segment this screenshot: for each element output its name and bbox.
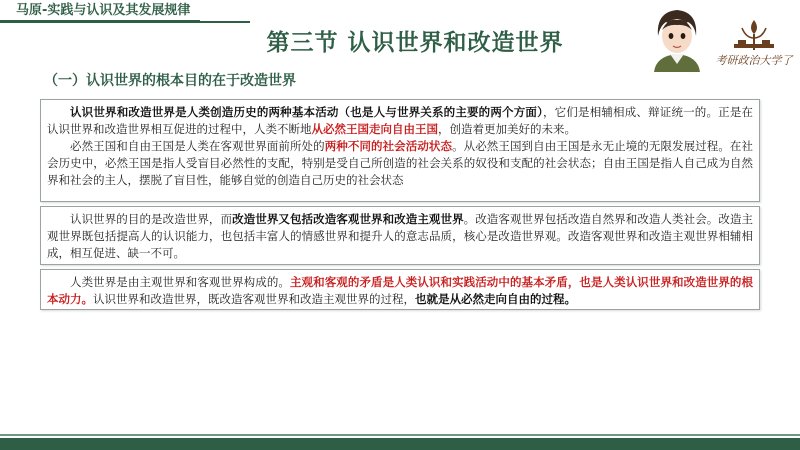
page-title: 第三节 认识世界和改造世界: [266, 30, 564, 56]
content-box-2: [40, 206, 760, 265]
paragraph: [47, 211, 753, 262]
avatar: [648, 6, 706, 72]
text: 必然王国和自由王国是人类在客观世界面前所处的: [70, 139, 325, 153]
text: 认识世界和改造世界，既改造客观世界和改造主观世界的过程，: [93, 292, 415, 306]
highlight-text: 主观和客观的矛盾是人类认识和实践活动中的基本矛盾，也是人类认识世界和改造世界的根本动力。: [47, 275, 754, 306]
header-divider: [0, 21, 250, 23]
content-box-1: [40, 99, 760, 202]
bold-text: 也就是从必然走向自由的过程。: [415, 292, 576, 306]
paragraph: [47, 138, 753, 189]
footer-bar: [0, 438, 800, 450]
bold-text: 改造世界又包括改造客观世界和改造主观世界: [232, 212, 464, 226]
highlight-text: 两种不同的社会活动状态: [324, 139, 453, 153]
content-box-3: [40, 269, 760, 310]
text: 。改造客观世界包括改造自然界和改造人类社会。改造主观世界既包括提高人的认识能力，也包括丰富人的情感世界和提升人的意志品质，核心是改造世界观。改造客观世界和改造主观世界相辅相成，相互促进、缺一不可。: [47, 212, 754, 260]
text: 。从必然王国到自由王国是永无止境的无限发展过程。在社会历史中，必然王国是指人受盲目必然性的支配，特别是受自己所创造的社会关系的奴役和支配的社会状态；自由王国是指人自己成为自然界和社会的主人，摆脱了盲目性，能够自觉的创造自己历史的社会状态: [47, 139, 754, 187]
paragraph: [47, 104, 753, 138]
text: 人类世界是由主观世界和客观世界构成的。: [70, 275, 290, 289]
logo-text: 考研政治大学了: [715, 54, 793, 67]
section-heading: （一）认识世界的根本目的在于改造世界: [44, 73, 296, 89]
paragraph: [47, 274, 753, 308]
highlight-text: 从必然王国走向自由王国: [311, 122, 438, 136]
breadcrumb: 马原-实践与认识及其发展规律: [0, 0, 200, 22]
text: ，创造着更加美好的未来。: [438, 122, 576, 136]
footer-stripe: [0, 434, 800, 436]
bold-text: 认识世界和改造世界是人类创造历史的两种基本活动（也是人与世界关系的主要的两个方面）: [70, 105, 543, 119]
text: ，它们是相辅相成、辩证统一的。正是在认识世界和改造世界相互促进的过程中，人类不断地: [47, 105, 754, 136]
text: 认识世界的目的是改造世界，而: [70, 212, 233, 226]
